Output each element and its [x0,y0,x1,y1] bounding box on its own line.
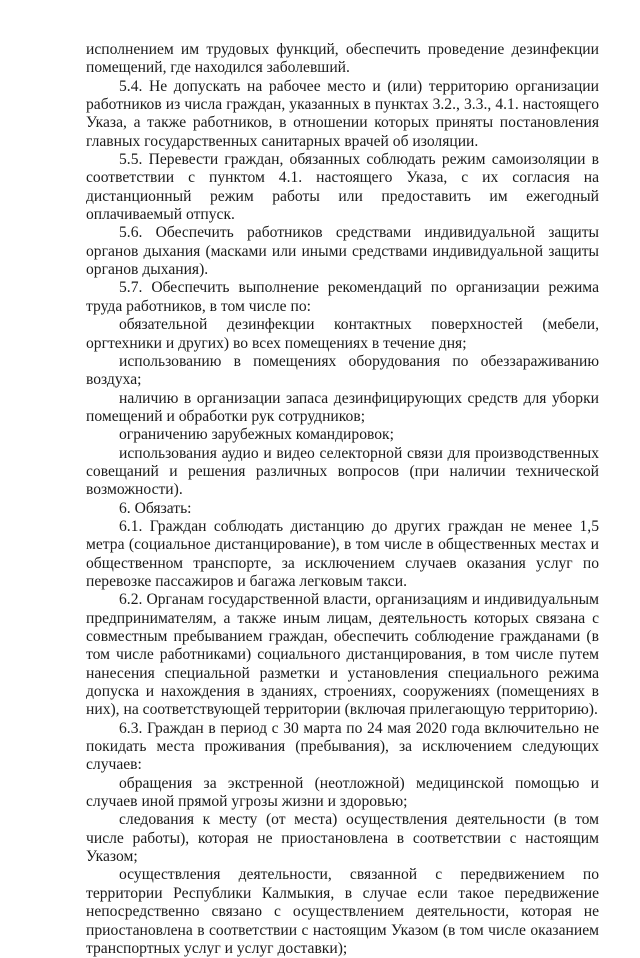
paragraph: 5.4. Не допускать на рабочее место и (или) территорию организации работников из числа граждан, указанных в пунктах 3.2., 3.3., 4.1. настоящего Указа, а также работников, в отношении которых приняты постановления главных государственных санитарных врачей об изоляции. [86,77,599,150]
paragraph: 6.1. Граждан соблюдать дистанцию до других граждан не менее 1,5 метра (социальное дистанцирование), в том числе в общественных местах и общественном транспорте, за исключением случаев оказания услуг по перевозке пассажиров и багажа легковым такси. [86,517,599,590]
paragraph: использованию в помещениях оборудования по обеззараживанию воздуха; [86,352,599,389]
paragraph: 5.7. Обеспечить выполнение рекомендаций по организации режима труда работников, в том числе по: [86,279,599,315]
paragraph: следования к месту (от места) осуществления деятельности (в том числе работы), которая не приостановлена в соответствии с настоящим Указом; [86,811,599,866]
paragraph: исполнением им трудовых функций, обеспечить проведение дезинфекции помещений, где находился заболевший. [86,41,599,77]
paragraph: 5.5. Перевести граждан, обязанных соблюдать режим самоизоляции в соответствии с пунктом 4.1. настоящего Указа, с их согласия на дистанционный режим работы или предоставить им ежегодный оплачиваемый отпуск. [86,151,599,224]
paragraph: использования аудио и видео селекторной связи для производственных совещаний и решения различных вопросов (при наличии технической возможности). [86,444,599,499]
paragraph: обращения за экстренной (неотложной) медицинской помощью и случаев иной прямой угрозы жизни и здоровью; [86,774,599,811]
paragraph: 6. Обязать: [119,499,192,517]
paragraph: 6.3. Граждан в период с 30 марта по 24 мая 2020 года включительно не покидать места проживания (пребывания), за исключением следующих случаев: [86,719,599,774]
paragraph: осуществления деятельности, связанной с передвижением по территории Республики Калмыкия, в случае если такое передвижение непосредственно связано с осуществлением деятельности, которая не приостановлена в соответствии с настоящим Указом (в том числе оказанием транспортных услуг и услуг доставки); [86,866,599,957]
paragraph: 6.2. Органам государственной власти, организациям и индивидуальным предпринимателям, а также иным лицам, деятельность которых связана с совместным пребыванием граждан, обеспечить соблюдение гражданами (в том числе работниками) социального дистанцирования, в том числе путем нанесения специальной разметки и установления специального режима допуска и нахождения в зданиях, строениях, сооружениях (помещениях в них), на соответствующей территории (включая прилегающую территорию). [86,591,599,719]
paragraph: ограничению зарубежных командировок; [119,426,394,444]
paragraph: 5.6. Обеспечить работников средствами индивидуальной защиты органов дыхания (масками или иными средствами индивидуальной защиты органов дыхания). [86,224,599,279]
document-body [86,41,599,958]
paragraph: наличию в организации запаса дезинфицирующих средств для уборки помещений и обработки рук сотрудников; [86,389,599,425]
paragraph: обязательной дезинфекции контактных поверхностей (мебели, оргтехники и других) во всех помещениях в течение дня; [86,316,599,352]
